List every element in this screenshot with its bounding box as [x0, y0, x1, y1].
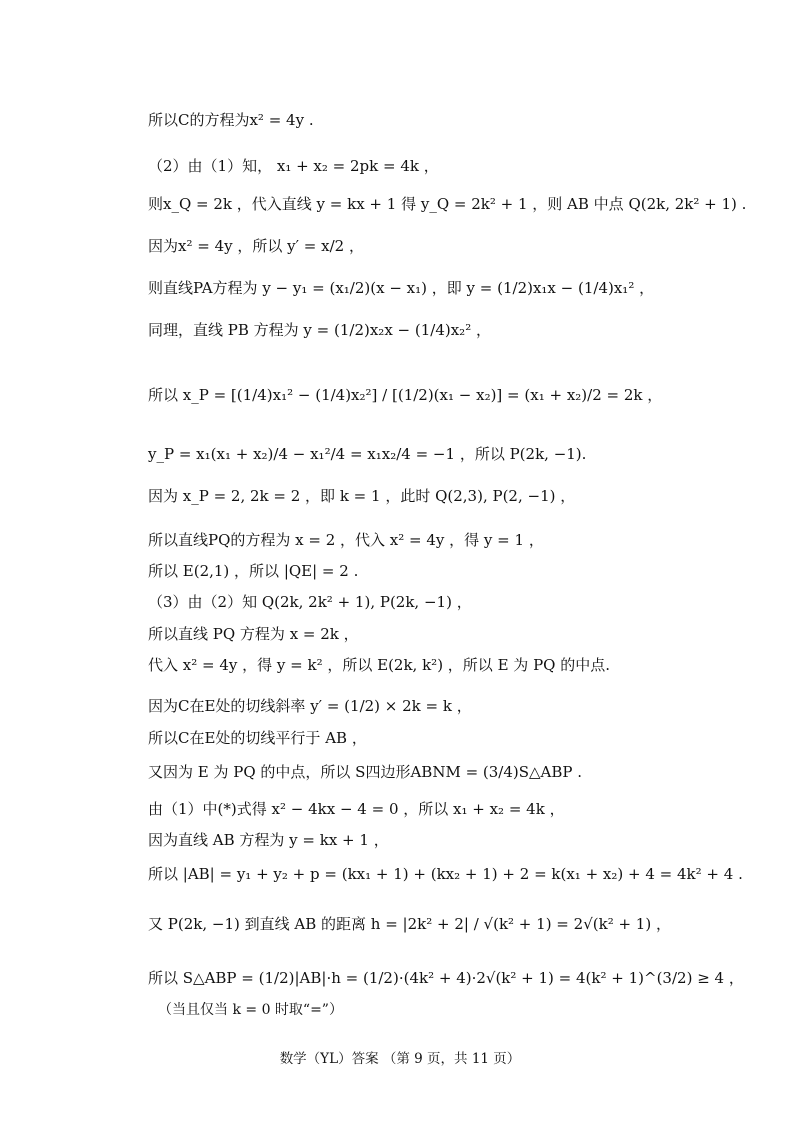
- solution-line-16: 所以C在E处的切线平行于 AB ，: [148, 729, 367, 747]
- solution-line-18: 由（1）中(*)式得 x² − 4kx − 4 = 0 ，所以 x₁ + x₂ = 4k ，: [148, 800, 565, 818]
- solution-line-17: 又因为 E 为 PQ 的中点，所以 S四边形ABNM = (3/4)S△ABP .: [148, 763, 583, 781]
- solution-line-5: 则直线PA方程为 y − y₁ = (x₁/2)(x − x₁) ，即 y = (1/2)x₁x − (1/4)x₁² ，: [148, 279, 655, 297]
- solution-line-20: 所以 |AB| = y₁ + y₂ + p = (kx₁ + 1) + (kx₂ + 1) + 2 = k(x₁ + x₂) + 4 = 4k² + 4 .: [148, 865, 743, 883]
- solution-line-3: 则x_Q = 2k ，代入直线 y = kx + 1 得 y_Q = 2k² + 1 ，则 AB 中点 Q(2k, 2k² + 1) .: [148, 195, 747, 213]
- solution-line-23: （当且仅当 k = 0 时取“=”）: [158, 1002, 343, 1018]
- solution-line-21: 又 P(2k, −1) 到直线 AB 的距离 h = |2k² + 2| / √(k² + 1) = 2√(k² + 1) ，: [148, 915, 671, 933]
- solution-line-6: 同理，直线 PB 方程为 y = (1/2)x₂x − (1/4)x₂² ，: [148, 321, 491, 339]
- solution-line-19: 因为直线 AB 方程为 y = kx + 1 ，: [148, 831, 389, 849]
- solution-line-7: 所以 x_P = [(1/4)x₁² − (1/4)x₂²] / [(1/2)(x₁ − x₂)] = (x₁ + x₂)/2 = 2k ，: [148, 386, 663, 404]
- solution-line-2: （2）由（1）知， x₁ + x₂ = 2pk = 4k ，: [148, 157, 439, 175]
- solution-line-13: 所以直线 PQ 方程为 x = 2k ，: [148, 625, 359, 643]
- solution-line-22: 所以 S△ABP = (1/2)|AB|·h = (1/2)·(4k² + 4)·2√(k² + 1) = 4(k² + 1)^(3/2) ≥ 4 ，: [148, 969, 744, 987]
- page-footer: 数学（YL）答案 （第 9 页，共 11 页）: [279, 1051, 521, 1067]
- solution-line-11: 所以 E(2,1) ，所以 |QE| = 2 .: [148, 562, 359, 580]
- solution-line-10: 所以直线PQ的方程为 x = 2 ，代入 x² = 4y ，得 y = 1 ，: [148, 531, 544, 549]
- solution-line-8: y_P = x₁(x₁ + x₂)/4 − x₁²/4 = x₁x₂/4 = −1 ，所以 P(2k, −1).: [148, 445, 587, 463]
- solution-line-9: 因为 x_P = 2, 2k = 2 ，即 k = 1 ，此时 Q(2,3), P(2, −1) ，: [148, 487, 576, 505]
- solution-line-1: 所以C的方程为x² = 4y .: [148, 111, 314, 129]
- solution-line-12: （3）由（2）知 Q(2k, 2k² + 1), P(2k, −1) ，: [148, 593, 472, 611]
- solution-line-15: 因为C在E处的切线斜率 y′ = (1/2) × 2k = k ，: [148, 697, 472, 715]
- solution-line-14: 代入 x² = 4y ，得 y = k² ，所以 E(2k, k²) ，所以 E 为 PQ 的中点.: [148, 656, 610, 674]
- solution-line-4: 因为x² = 4y ，所以 y′ = x/2 ，: [148, 237, 364, 255]
